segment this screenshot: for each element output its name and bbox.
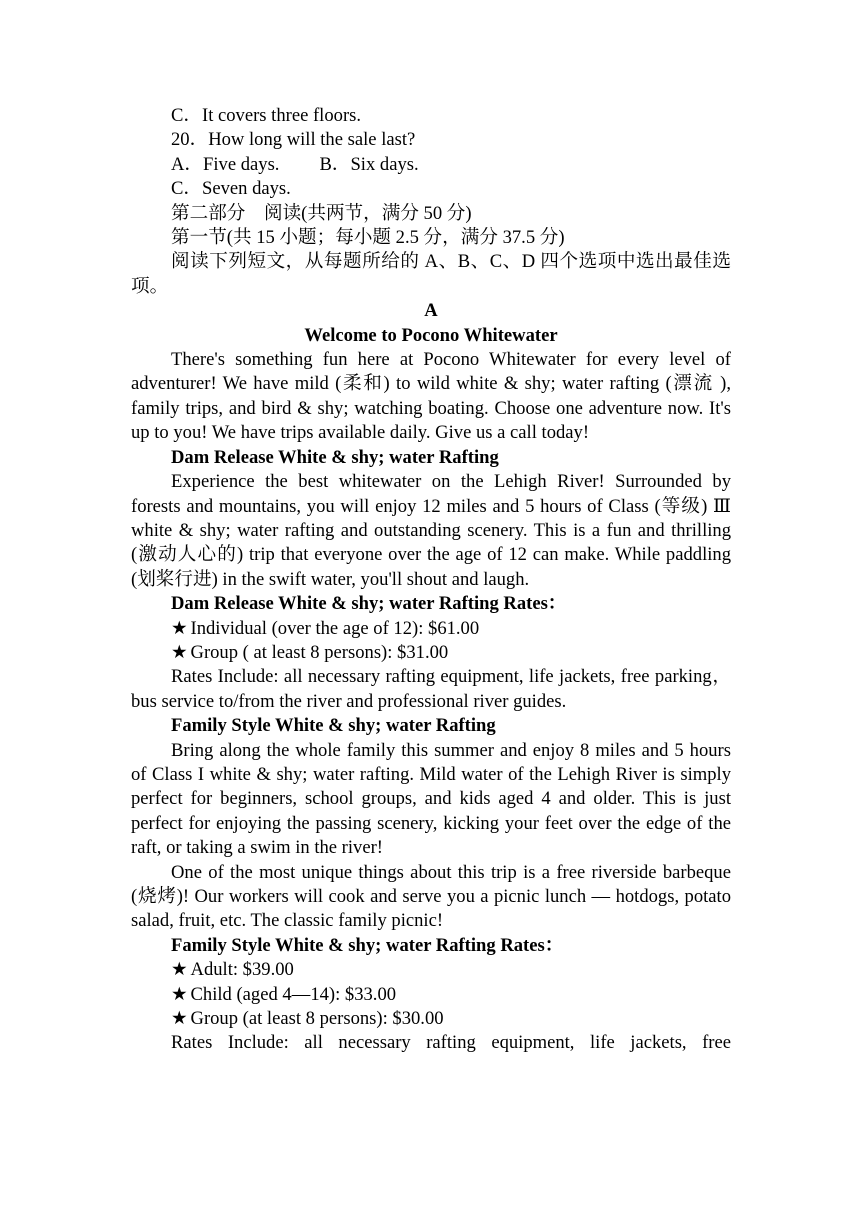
family-style-text: Bring along the whole family this summer and enjoy 8 miles and 5 hours of Class I white & shy; water rafting. Mild water of the Lehigh River is simply perfect for beginners, school groups, and kids aged 4 and older. This is just perfect for enjoying the passing scenery, kicking your feet over the edge of the raft, or taking a swim in the river! bbox=[131, 739, 731, 859]
part-two-heading: 第二部分 阅读(共两节，满分 50 分) bbox=[171, 202, 472, 224]
question-19-option-c: C．It covers three floors. bbox=[171, 105, 362, 126]
star-icon: ★ bbox=[171, 641, 188, 663]
family-style-rates-heading: Family Style White & shy; water Rafting Rates： bbox=[171, 934, 564, 956]
star-icon: ★ bbox=[171, 617, 188, 639]
star-icon: ★ bbox=[171, 959, 188, 981]
family-style-text-2: One of the most unique things about this trip is a free riverside barbeque (烧烤)! Our workers will cook and serve you a picnic lunch — hotdogs, potato salad, fruit, etc. The classic family picnic! bbox=[131, 861, 731, 932]
rate-item: ★ Child (aged 4—14): $33.00 bbox=[131, 983, 731, 1007]
passage-title: Welcome to Pocono Whitewater bbox=[304, 324, 558, 346]
section-one-heading: 第一节(共 15 小题；每小题 2.5 分，满分 37.5 分) bbox=[171, 227, 565, 249]
star-icon: ★ bbox=[171, 1008, 188, 1030]
rate-item: ★ Group (at least 8 persons): $30.00 bbox=[131, 1007, 731, 1031]
family-style-includes: Rates Include: all necessary rafting equipment, life jackets, free bbox=[171, 1032, 731, 1054]
rate-item: ★ Individual (over the age of 12): $61.00 bbox=[131, 617, 731, 641]
question-20-option-b: B．Six days. bbox=[319, 153, 419, 175]
document-page bbox=[131, 104, 731, 1056]
dam-release-heading: Dam Release White & shy; water Rafting bbox=[171, 446, 499, 468]
dam-release-rates-heading: Dam Release White & shy; water Rafting Rates： bbox=[171, 593, 567, 615]
rate-item: ★ Adult: $39.00 bbox=[131, 958, 731, 982]
passage-intro: There's something fun here at Pocono Whitewater for every level of adventurer! We have mild (柔和) to wild white & shy; water rafting (漂流 ), family trips, and bird & shy; watching boating. Choose one adventure now. It's up to you! We have trips available daily. Give us a call today! bbox=[131, 349, 731, 444]
question-20-option-a: A．Five days. bbox=[171, 153, 280, 175]
dam-release-includes: Rates Include: all necessary rafting equipment, life jackets, free parking，bus service to/from the river and professional river guides. bbox=[131, 666, 731, 712]
passage-label: A bbox=[424, 300, 438, 322]
dam-release-text: Experience the best whitewater on the Lehigh River! Surrounded by forests and mountains, you will enjoy 12 miles and 5 hours of Class (等级) Ⅲ white & shy; water rafting and outstanding scenery. This is a fun and thrilling (激动人心的) trip that everyone over the age of 12 can make. While paddling (划桨行进) in the swift water, you'll shout and laugh. bbox=[131, 471, 731, 590]
rate-item: ★ Group ( at least 8 persons): $31.00 bbox=[131, 641, 731, 665]
question-20: 20．How long will the sale last? bbox=[171, 129, 416, 151]
question-20-options bbox=[131, 153, 731, 177]
question-20-option-c: C．Seven days. bbox=[171, 178, 291, 200]
family-style-heading: Family Style White & shy; water Rafting bbox=[171, 715, 496, 737]
star-icon: ★ bbox=[171, 983, 188, 1005]
reading-instruction: 阅读下列短文，从每题所给的 A、B、C、D 四个选项中选出最佳选项。 bbox=[131, 251, 731, 297]
